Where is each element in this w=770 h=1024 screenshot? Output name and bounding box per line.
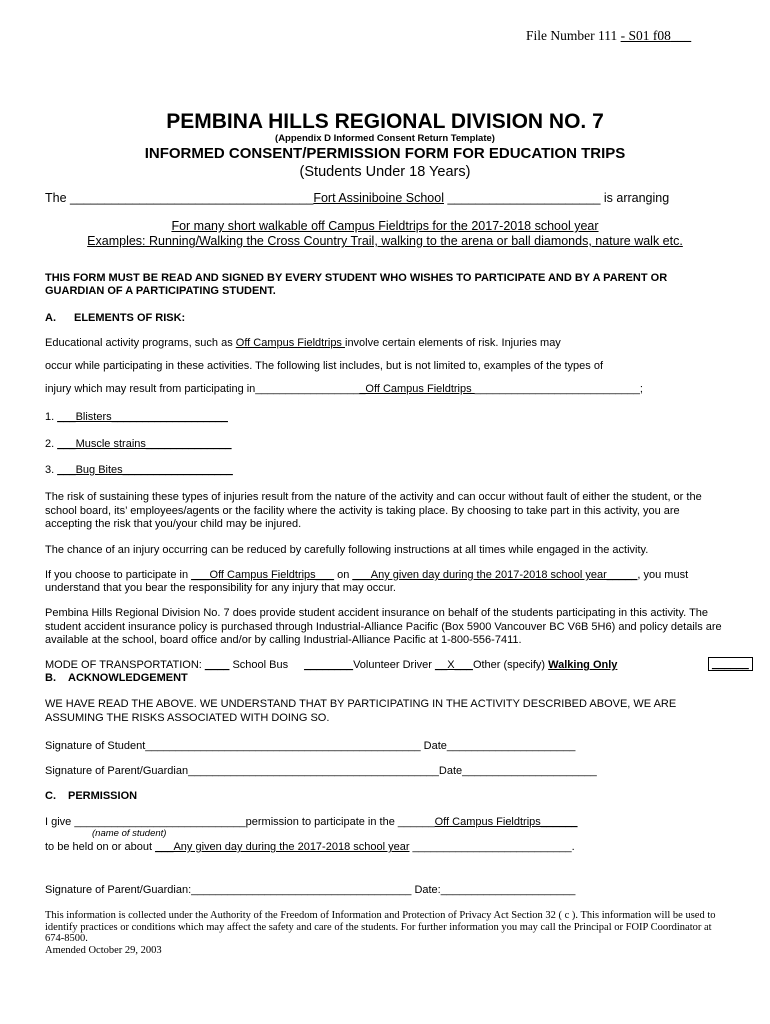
arranging-blank: ______________________: [443, 191, 601, 205]
participate-line-2: understand that you bear the responsibility for any injury that may occur.: [45, 582, 396, 594]
participate-text: If you choose to participate in: [45, 569, 192, 581]
risk-line-3-text: injury which may result from participating in_________________: [45, 383, 360, 395]
held-on-line: [45, 841, 575, 853]
form-notice: THIS FORM MUST BE READ AND SIGNED BY EVERY STUDENT WHO WISHES TO PARTICIPATE AND BY A PARENT OR GUARDIAN OF A PARTICIPATING STUDENT.: [45, 272, 668, 297]
participate-when: ___Any given day during the 2017-2018 school year_____: [352, 569, 638, 581]
appendix-note: (Appendix D Informed Consent Return Template): [275, 133, 495, 144]
other-specify: Walking Only: [548, 659, 618, 671]
chance-paragraph: The chance of an injury occurring can be reduced by carefully following instructions at all times while engaged in the activity.: [45, 544, 649, 556]
risk-item-number: 2.: [45, 438, 58, 450]
bus-option: School Bus: [229, 659, 289, 671]
section-a-heading: ELEMENTS OF RISK:: [74, 312, 186, 324]
trip-examples: Examples: Running/Walking the Cross Country Trail, walking to the arena or ball diamonds, nature walk etc.: [87, 234, 683, 248]
volunteer-blank: ________: [304, 659, 354, 671]
permission-text-mid: permission to participate in the ______: [245, 816, 435, 828]
risk-item-text: ___Bug Bites__________________: [57, 464, 233, 476]
risk-intro-text-end: involve certain elements of risk. Injuries may: [345, 337, 561, 349]
student-name-hint: (name of student): [92, 828, 167, 839]
form-subtitle: INFORMED CONSENT/PERMISSION FORM FOR EDUCATION TRIPS: [144, 145, 626, 162]
permission-text: I give: [45, 816, 75, 828]
foip-notice: This information is collected under the Authority of the Freedom of Information and Protection of Privacy Act Section 32 ( c ). This information will be used to identify practices or conditions which may affect the safety and care of the students. For further information you may call the Principal or FOIP Coordinator at 674-8500.: [45, 910, 716, 944]
parent-signature-line: Signature of Parent/Guardian_________________________________________Date______________________: [45, 765, 597, 777]
age-note: (Students Under 18 Years): [299, 164, 471, 180]
page-title: PEMBINA HILLS REGIONAL DIVISION NO. 7: [166, 110, 604, 133]
student-signature-line: Signature of Student_____________________________________________ Date_____________________: [45, 740, 576, 752]
section-b-heading: ACKNOWLEDGEMENT: [68, 672, 188, 684]
acknowledgement-text: WE HAVE READ THE ABOVE. WE UNDERSTAND THAT BY PARTICIPATING IN THE ACTIVITY DESCRIBED ABOVE, WE ARE ASSUMING THE RISKS ASSOCIATED WITH DOING SO.: [45, 698, 677, 724]
transport-line: [45, 659, 617, 671]
participate-on: on: [334, 569, 353, 581]
file-number-tail: ___: [670, 28, 692, 43]
trip-description: For many short walkable off Campus Fieldtrips for the 2017-2018 school year: [171, 219, 599, 233]
other-option: Other (specify): [472, 659, 549, 671]
section-c-heading: PERMISSION: [68, 790, 138, 802]
risk-intro: [45, 337, 561, 349]
volunteer-option: Volunteer Driver: [353, 659, 435, 671]
risk-paragraph: The risk of sustaining these types of injuries result from the nature of the activity and can occur without fault of either the student, or the school board, its’ employees/agents or the facility where the activity is taking place. By choosing to take part in this activity, you are accepting the risk that you/your child may be injured.: [45, 491, 702, 530]
insurance-paragraph: Pembina Hills Regional Division No. 7 does provide student accident insurance on behalf of the students participating in this activity. The student accident insurance policy is purchased through Industrial-Alliance Pacific (Box 5900 Vancouver BC V6B 5H6) and policy details are available at the school, board office and/or by calling Industrial-Alliance Pacific at 1-800-556-7411.: [45, 607, 722, 646]
risk-item-number: 3.: [45, 464, 58, 476]
risk-line-3-blank: ___________________________;: [474, 383, 643, 395]
section-c-letter: C.: [45, 790, 56, 802]
student-name-blank: ____________________________: [74, 816, 246, 828]
held-on-blank: __________________________.: [409, 841, 575, 853]
risk-line-3-activity: _Off Campus Fieldtrips: [359, 383, 475, 395]
transport-end-blank: ______: [712, 658, 749, 670]
risk-item-text: ___Blisters___________________: [57, 411, 228, 423]
section-b-letter: B.: [45, 672, 56, 684]
risk-intro-activity: Off Campus Fieldtrips: [235, 337, 345, 349]
participate-line: [45, 569, 688, 581]
transport-end-box: [708, 657, 753, 671]
risk-item-1: [45, 411, 228, 423]
file-number-value: - S01 f08: [620, 28, 671, 43]
risk-item-number: 1.: [45, 411, 58, 423]
school-name: Fort Assiniboine School: [313, 191, 444, 205]
bus-blank: ____: [204, 659, 230, 671]
held-on-text: to be held on or about: [45, 841, 156, 853]
arranging-line: [45, 191, 669, 205]
participate-activity: ___Off Campus Fieldtrips___: [191, 569, 335, 581]
other-blank: __X___: [435, 659, 473, 671]
arranging-prefix: The ___________________________________: [45, 191, 314, 205]
risk-line-3: [45, 383, 643, 395]
file-number: [526, 28, 691, 44]
amended-date: Amended October 29, 2003: [45, 945, 162, 956]
transport-label: MODE OF TRANSPORTATION:: [45, 659, 205, 671]
risk-item-3: [45, 464, 233, 476]
participate-text-end: , you must: [637, 569, 689, 581]
section-a-letter: A.: [45, 312, 56, 324]
risk-line-2: occur while participating in these activities. The following list includes, but is not limited to, examples of the types of: [45, 360, 604, 372]
file-number-label: File Number 111: [526, 28, 621, 43]
risk-item-2: [45, 438, 232, 450]
parent-signature-line-2: Signature of Parent/Guardian:____________________________________ Date:______________________: [45, 884, 576, 896]
risk-intro-text: Educational activity programs, such as: [45, 337, 236, 349]
permission-line: [45, 816, 577, 828]
arranging-suffix: is arranging: [600, 191, 670, 205]
held-on-when: ___Any given day during the 2017-2018 school year: [155, 841, 410, 853]
permission-activity: Off Campus Fieldtrips______: [434, 816, 578, 828]
risk-item-text: ___Muscle strains______________: [57, 438, 232, 450]
